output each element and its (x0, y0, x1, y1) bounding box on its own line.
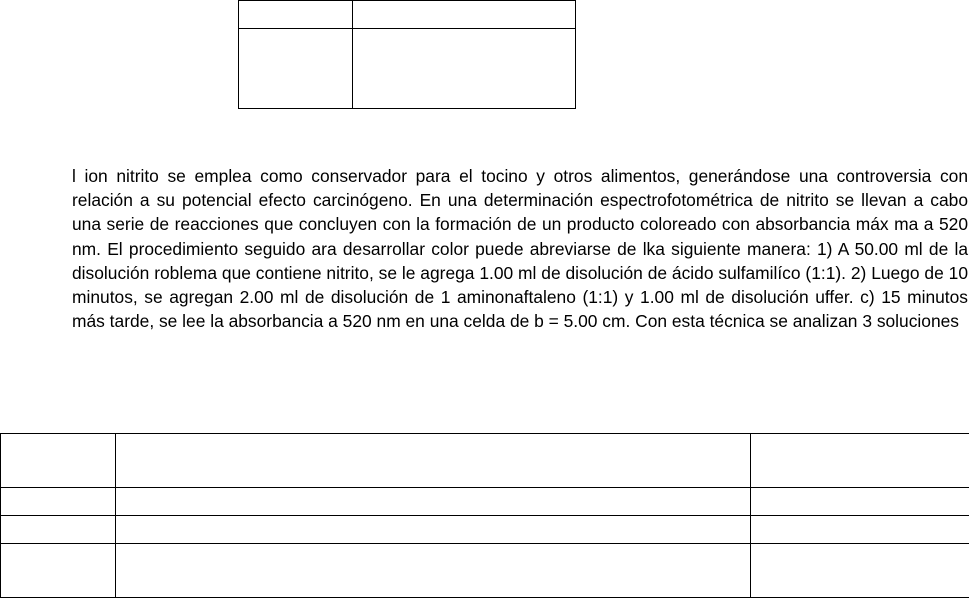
table-cell (751, 434, 969, 488)
table-cell (1, 488, 116, 516)
table-cell (116, 488, 751, 516)
top-table-row (239, 29, 576, 109)
table-cell (1, 516, 116, 544)
top-table-cell (353, 29, 576, 109)
top-table (238, 0, 576, 109)
top-table-cell (239, 29, 353, 109)
table-cell (751, 516, 969, 544)
top-table-cell (239, 1, 353, 29)
solutions-table (0, 433, 969, 598)
table-cell (751, 488, 969, 516)
table-cell (116, 544, 751, 598)
body-paragraph: l ion nitrito se emplea como conservador para el tocino y otros alimentos, generándose una controversia con relación a su potencial efecto carcinógeno. En una determinación espectrofotométrica de nitrito se llevan a cabo una serie de reacciones que concluyen con la formación de un producto coloreado con absorbancia máx ma a 520 nm. El procedimiento seguido ara desarrollar color puede abreviarse de lka siguiente manera: 1) A 50.00 ml de la disolución roblema que contiene nitrito, se le agrega 1.00 ml de disolución de ácido sulfamilíco (1:1). 2) Luego de 10 minutos, se agregan 2.00 ml de disolución de 1 aminonaftaleno (1:1) y 1.00 ml de disolución uffer. c) 15 minutos más tarde, se lee la absorbancia a 520 nm en una celda de b = 5.00 cm. Con esta técnica se analizan 3 soluciones (72, 166, 968, 332)
table-cell (116, 516, 751, 544)
table-row (1, 516, 969, 544)
table-row (1, 488, 969, 516)
table-row (1, 434, 969, 488)
table-cell (1, 544, 116, 598)
table-cell (751, 544, 969, 598)
top-table-cell (353, 1, 576, 29)
table-cell (1, 434, 116, 488)
table-row (1, 544, 969, 598)
top-table-row (239, 1, 576, 29)
table-cell (116, 434, 751, 488)
